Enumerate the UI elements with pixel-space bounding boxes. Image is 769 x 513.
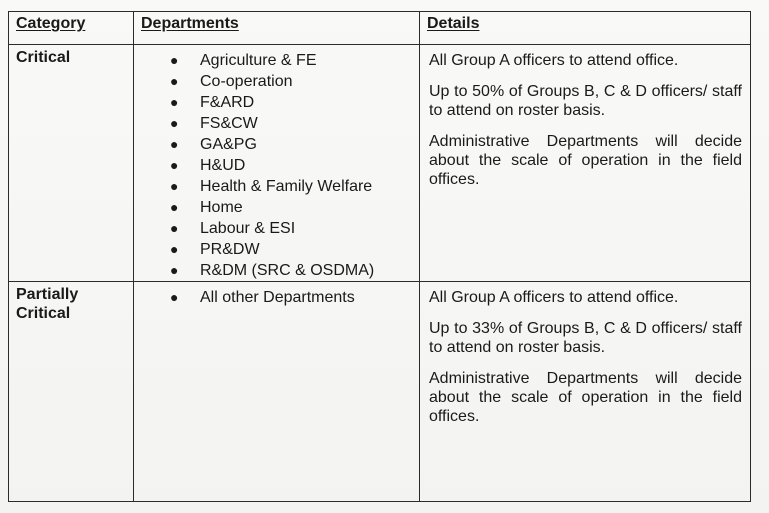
department-item	[170, 50, 419, 71]
header-cell-category	[9, 12, 134, 45]
header-details: Details	[427, 15, 480, 32]
department-item	[170, 176, 419, 197]
bullet-icon: ●	[170, 52, 179, 68]
department-name: FS&CW	[200, 115, 258, 132]
bullet-icon: ●	[170, 73, 179, 89]
category-cell	[9, 45, 134, 282]
details-cell	[420, 45, 751, 282]
bullet-icon: ●	[170, 136, 179, 152]
bullet-icon: ●	[170, 220, 179, 236]
category-cell	[9, 282, 134, 502]
details-paragraph: All Group A officers to attend office.	[429, 289, 679, 306]
table-row-critical	[9, 45, 751, 282]
department-name: R&DM (SRC & OSDMA)	[200, 262, 375, 279]
departments-cell	[134, 45, 420, 282]
bullet-icon: ●	[170, 94, 179, 110]
bullet-icon: ●	[170, 157, 179, 173]
department-name: GA&PG	[200, 136, 257, 153]
category-label-line: Partially	[16, 286, 79, 303]
department-list	[134, 287, 419, 308]
departments-cell	[134, 282, 420, 502]
department-name: Home	[200, 199, 243, 216]
details-paragraph: Up to 33% of Groups B, C & D officers/ staff to attend on roster basis.	[429, 320, 742, 356]
department-item	[170, 155, 419, 176]
table-row-partially-critical	[9, 282, 751, 502]
department-name: Agriculture & FE	[200, 52, 317, 69]
department-item	[170, 239, 419, 260]
department-item	[170, 218, 419, 239]
details-paragraph: Administrative Departments will decide about the scale of operation in the field offices.	[429, 133, 742, 188]
details-paragraph: Administrative Departments will decide about the scale of operation in the field offices.	[429, 370, 742, 425]
bullet-icon: ●	[170, 241, 179, 257]
department-item	[170, 71, 419, 92]
department-name: Co-operation	[200, 73, 293, 90]
header-category: Category	[16, 15, 86, 32]
bullet-icon: ●	[170, 262, 179, 278]
bullet-icon: ●	[170, 178, 179, 194]
header-cell-departments	[134, 12, 420, 45]
department-list	[134, 50, 419, 281]
category-label-line: Critical	[16, 49, 71, 66]
details-cell	[420, 282, 751, 502]
category-label	[16, 48, 133, 67]
department-name: Labour & ESI	[200, 220, 296, 237]
details-block	[429, 51, 742, 189]
details-paragraph: All Group A officers to attend office.	[429, 52, 679, 69]
category-label	[16, 285, 133, 323]
table-header-row	[9, 12, 751, 45]
category-label-line: Critical	[16, 305, 71, 322]
bullet-icon: ●	[170, 289, 179, 305]
header-departments: Departments	[141, 15, 239, 32]
bullet-icon: ●	[170, 199, 179, 215]
department-item	[170, 260, 419, 281]
department-name: Health & Family Welfare	[200, 178, 373, 195]
details-block	[429, 288, 742, 426]
department-name: All other Departments	[200, 289, 355, 306]
department-item	[170, 113, 419, 134]
department-name: H&UD	[200, 157, 246, 174]
details-paragraph: Up to 50% of Groups B, C & D officers/ staff to attend on roster basis.	[429, 83, 742, 119]
department-item	[170, 134, 419, 155]
department-item	[170, 287, 419, 308]
department-item	[170, 197, 419, 218]
office-attendance-table	[8, 11, 751, 502]
department-name: F&ARD	[200, 94, 255, 111]
department-item	[170, 92, 419, 113]
department-name: PR&DW	[200, 241, 260, 258]
bullet-icon: ●	[170, 115, 179, 131]
header-cell-details	[420, 12, 751, 45]
